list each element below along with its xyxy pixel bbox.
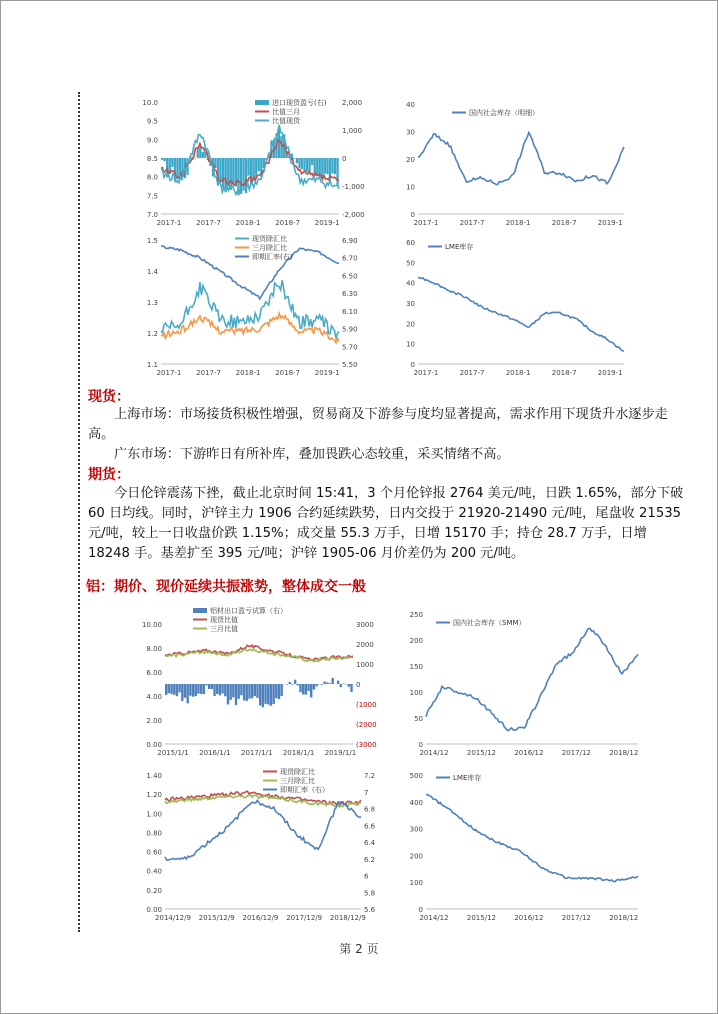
- y-right-tick-label: 1000: [356, 661, 374, 669]
- y-right-tick-label: 1,000: [342, 127, 363, 135]
- bar-mark: [296, 158, 298, 163]
- bar-mark: [321, 684, 323, 685]
- y-tick-label: 400: [409, 798, 423, 807]
- bar-mark: [334, 158, 336, 174]
- y-tick-label: 4.00: [146, 693, 162, 701]
- x-tick-label: 2018/1/1: [282, 749, 315, 757]
- aluminum-export-ratio-chart: [133, 604, 389, 760]
- page-footer: 第 2 页: [339, 942, 379, 956]
- x-tick-label: 2014/12: [419, 914, 449, 922]
- x-tick-label: 2018-7: [551, 369, 577, 377]
- bar-mark: [350, 684, 352, 692]
- x-tick-label: 2018/12: [609, 914, 639, 922]
- y-tick-label: 7.5: [146, 192, 158, 201]
- chart-svg: [135, 234, 375, 380]
- y-tick-label: 500: [409, 772, 423, 780]
- bar-mark: [348, 684, 350, 687]
- y-right-tick-label: -2,000: [342, 211, 365, 219]
- x-tick-label: 2018-1: [505, 369, 531, 377]
- futures-heading: 期货：: [88, 467, 130, 483]
- bar-mark: [197, 684, 199, 694]
- bar-mark: [256, 684, 258, 698]
- y-right-tick-label: 5.6: [364, 906, 376, 914]
- bar-mark: [232, 684, 234, 697]
- bar-mark: [278, 684, 280, 699]
- x-tick-label: 2017-7: [196, 219, 221, 227]
- bar-mark: [297, 684, 299, 685]
- y-tick-label: 60: [406, 239, 415, 247]
- x-tick-label: 2017/12: [561, 914, 591, 922]
- series-line: [165, 800, 361, 860]
- x-tick-label: 2018-7: [275, 219, 301, 227]
- zinc-ratio-chart: [135, 96, 375, 230]
- margin-dotted-line: [78, 92, 80, 932]
- legend-label: 国内社会库存（明细）: [469, 109, 539, 117]
- y-right-tick-label: 6.10: [342, 307, 358, 316]
- bar-mark: [161, 158, 163, 160]
- y-tick-label: 1.20: [146, 791, 162, 800]
- legend-label: 国内社会库存（SMM）: [453, 619, 526, 627]
- y-tick-label: 50: [406, 259, 415, 268]
- y-tick-label: 20: [406, 320, 415, 329]
- bar-mark: [203, 684, 205, 694]
- x-tick-label: 2016/1/1: [199, 749, 231, 757]
- bar-mark: [272, 684, 274, 704]
- x-tick-label: 2018/12: [609, 749, 639, 757]
- aluminum-social-inventory-chart: [400, 604, 646, 760]
- bar-mark: [219, 158, 221, 180]
- x-tick-label: 2017-7: [459, 219, 485, 227]
- bar-mark: [321, 158, 323, 177]
- bar-mark: [224, 684, 226, 696]
- y-tick-label: 9.0: [146, 136, 158, 145]
- y-right-tick-label: 2,000: [342, 99, 363, 107]
- bar-mark: [299, 684, 301, 692]
- bar-mark: [240, 684, 242, 695]
- bar-mark: [170, 684, 172, 694]
- y-tick-label: 300: [409, 825, 423, 834]
- bar-mark: [168, 684, 170, 693]
- series-line: [161, 246, 339, 299]
- y-tick-label: 250: [409, 611, 423, 619]
- series-line: [418, 278, 624, 352]
- bar-mark: [307, 684, 309, 691]
- y-right-tick-label: 5.70: [342, 343, 358, 352]
- bar-mark: [171, 158, 173, 167]
- bar-mark: [248, 684, 250, 699]
- y-tick-label: 0: [410, 211, 415, 219]
- y-right-tick-label: (1000: [356, 701, 377, 709]
- legend-label: 现货除汇比: [280, 768, 315, 776]
- legend-label: 现货除汇比: [252, 235, 287, 243]
- bar-mark: [214, 158, 216, 168]
- y-tick-label: 100: [409, 879, 423, 888]
- bar-mark: [332, 678, 334, 684]
- y-right-tick-label: (2000: [356, 721, 377, 729]
- y-tick-label: 30: [406, 128, 415, 137]
- y-right-tick-label: 5.8: [364, 889, 376, 898]
- legend-label: 三月除汇比: [252, 244, 287, 252]
- bar-mark: [221, 684, 223, 693]
- bar-mark: [213, 684, 215, 696]
- bar-mark: [235, 684, 237, 705]
- y-tick-label: 0.60: [146, 848, 162, 857]
- chart-svg: [133, 765, 389, 925]
- bar-mark: [254, 684, 256, 696]
- y-tick-label: 8.5: [146, 155, 158, 163]
- bar-mark: [316, 158, 318, 175]
- bar-mark: [238, 684, 240, 699]
- bar-mark: [251, 684, 253, 698]
- y-tick-label: 1.3: [146, 299, 158, 307]
- y-tick-label: 0.20: [146, 886, 162, 895]
- bar-mark: [264, 684, 266, 704]
- y-tick-label: 1.5: [146, 237, 158, 245]
- bar-mark: [326, 682, 328, 684]
- bar-mark: [323, 682, 325, 684]
- x-tick-label: 2016/12: [514, 749, 544, 757]
- y-right-tick-label: 6.30: [342, 290, 358, 299]
- bar-mark: [222, 158, 224, 188]
- y-right-tick-label: 6.6: [364, 822, 376, 831]
- y-right-tick-label: 6.2: [364, 855, 376, 864]
- zinc-social-inventory-chart: [392, 96, 632, 230]
- y-right-tick-label: 6.50: [342, 272, 358, 281]
- bar-mark: [181, 684, 183, 701]
- legend-label: 进口现货盈亏(右): [272, 99, 327, 107]
- y-right-tick-label: 0: [342, 155, 347, 163]
- bar-mark: [200, 684, 202, 694]
- bar-mark: [262, 684, 264, 707]
- bar-mark: [305, 684, 307, 695]
- y-tick-label: 0.00: [146, 906, 162, 914]
- x-tick-label: 2017-7: [196, 369, 221, 377]
- bar-mark: [173, 684, 175, 695]
- bar-mark: [258, 158, 260, 171]
- bar-mark: [326, 158, 328, 174]
- y-right-tick-label: 0: [356, 681, 361, 689]
- spot-heading: 现货：: [88, 389, 130, 405]
- bar-mark: [313, 684, 315, 690]
- y-tick-label: 10.00: [141, 621, 162, 629]
- bar-mark: [301, 158, 303, 169]
- legend-label: 现货比值: [210, 616, 238, 624]
- chart-svg: [135, 96, 375, 230]
- chart-svg: [400, 604, 646, 760]
- bar-mark: [208, 684, 210, 689]
- bar-mark: [259, 684, 261, 705]
- y-tick-label: 10: [406, 340, 415, 349]
- y-tick-label: 40: [406, 101, 415, 109]
- x-tick-label: 2015/1/1: [157, 749, 189, 757]
- bar-mark: [336, 158, 338, 186]
- x-tick-label: 2015/12: [466, 914, 496, 922]
- zinc-exchange-ratio-chart: [135, 234, 375, 380]
- bar-mark: [306, 158, 308, 172]
- y-tick-label: 1.00: [146, 810, 162, 819]
- y-tick-label: 200: [409, 637, 423, 645]
- bar-mark: [331, 158, 333, 173]
- x-tick-label: 2014/12: [419, 749, 449, 757]
- x-tick-label: 2018-1: [235, 369, 261, 377]
- futures-paragraph: 今日伦锌震荡下挫，截止北京时间 15:41，3 个月伦锌报 2764 美元/吨，日跌 1.65%，部分下破 60 日均线。同时，沪锌主力 1906 合约延续跌势，日内交投于 21920-21490 元/吨，尾盘收 21535 元/吨，较上一日收盘价跌 1.15%；成交量 55.3 万手，日增 15170 手；持仓 28.7 万手，日增 18248 手。基差扩至 395 元/吨；沪锌 1905-06 月价差仍为 200 元/吨。: [88, 486, 684, 561]
- x-tick-label: 2017-1: [156, 369, 182, 377]
- bar-mark: [270, 684, 272, 706]
- y-tick-label: 200: [409, 852, 423, 861]
- chart-svg: [392, 96, 632, 230]
- legend-swatch: [255, 100, 269, 105]
- y-right-tick-label: 7: [364, 788, 369, 797]
- x-tick-label: 2014/12/9: [155, 914, 191, 922]
- chart-svg: [400, 765, 646, 925]
- y-tick-label: 1.2: [146, 330, 158, 338]
- x-tick-label: 2016/12: [514, 914, 544, 922]
- y-tick-label: 0.40: [146, 867, 162, 876]
- legend-label: 铝材出口盈亏试算（右）: [210, 607, 287, 615]
- legend-label: 三月比值: [210, 625, 238, 633]
- bar-mark: [286, 684, 288, 685]
- bar-mark: [315, 684, 317, 686]
- y-tick-label: 1.40: [146, 772, 162, 780]
- legend-label: LME库存: [445, 243, 474, 251]
- bar-mark: [291, 684, 293, 685]
- y-tick-label: 2.00: [146, 717, 162, 725]
- legend-label: 即期汇率（右）: [280, 786, 329, 794]
- aluminum-heading: 铝：期价、现价延续共振涨势，整体成交一般: [86, 579, 366, 595]
- bar-mark: [240, 158, 242, 194]
- bar-mark: [255, 158, 257, 178]
- x-tick-label: 2017-1: [413, 219, 439, 227]
- bar-mark: [211, 684, 213, 689]
- bar-mark: [280, 684, 282, 696]
- y-right-tick-label: 6.4: [364, 839, 376, 847]
- bar-mark: [219, 684, 221, 695]
- y-tick-label: 8.0: [146, 173, 158, 182]
- y-right-tick-label: 6.90: [342, 237, 358, 245]
- bar-mark: [302, 684, 304, 694]
- y-tick-label: 20: [406, 156, 415, 164]
- bar-mark: [243, 684, 245, 700]
- aluminum-exchange-ratio-chart: [133, 765, 389, 925]
- y-tick-label: 0: [418, 906, 423, 914]
- bar-mark: [186, 684, 188, 703]
- y-right-tick-label: 3000: [356, 621, 374, 629]
- x-tick-label: 2017/12/9: [286, 914, 323, 922]
- x-tick-label: 2018-1: [505, 219, 531, 227]
- bar-mark: [202, 152, 204, 158]
- bar-mark: [337, 681, 339, 684]
- bar-mark: [289, 682, 291, 684]
- series-line: [426, 795, 638, 882]
- bar-mark: [229, 684, 231, 700]
- x-tick-label: 2017-1: [413, 369, 439, 377]
- x-tick-label: 2019-1: [597, 369, 623, 377]
- zinc-lme-inventory-chart: [392, 234, 632, 380]
- y-right-tick-label: 7.2: [364, 772, 376, 780]
- y-tick-label: 10.0: [142, 99, 158, 107]
- y-right-tick-label: -1,000: [342, 183, 365, 191]
- x-tick-label: 2017/12: [561, 749, 591, 757]
- y-tick-label: 50: [414, 715, 423, 723]
- x-tick-label: 2019-1: [314, 369, 340, 377]
- y-right-tick-label: 5.50: [342, 361, 358, 369]
- y-right-tick-label: 5.90: [342, 325, 358, 334]
- bar-mark: [192, 684, 194, 697]
- x-tick-label: 2017/1/1: [240, 749, 273, 757]
- bar-mark: [247, 158, 249, 176]
- y-right-tick-label: (3000: [356, 741, 377, 749]
- x-tick-label: 2018/12/9: [329, 914, 366, 922]
- bar-mark: [310, 684, 312, 698]
- y-tick-label: 9.5: [146, 117, 158, 126]
- chart-svg: [133, 604, 389, 760]
- x-tick-label: 2018-7: [551, 219, 577, 227]
- legend-label: LME库存: [453, 774, 482, 782]
- bar-mark: [216, 684, 218, 694]
- bar-mark: [176, 684, 178, 696]
- spot-shanghai-paragraph: 上海市场：市场接货积极性增强，贸易商及下游参与度均显著提高，需求作用下现货升水逐步走高。: [88, 407, 668, 442]
- bar-mark: [278, 129, 280, 158]
- y-tick-label: 0: [410, 361, 415, 369]
- y-tick-label: 8.00: [146, 645, 162, 653]
- bar-mark: [294, 680, 296, 684]
- y-right-tick-label: 6.70: [342, 254, 358, 263]
- y-tick-label: 1.4: [146, 268, 158, 276]
- legend-swatch: [193, 608, 207, 613]
- bar-mark: [205, 684, 207, 685]
- bar-mark: [267, 684, 269, 704]
- y-tick-label: 0.80: [146, 829, 162, 838]
- y-right-tick-label: 2000: [356, 641, 374, 649]
- x-tick-label: 2018-7: [275, 369, 301, 377]
- bar-mark: [197, 148, 199, 158]
- y-tick-label: 30: [406, 300, 415, 308]
- bar-mark: [227, 684, 229, 704]
- x-tick-label: 2017-1: [156, 219, 182, 227]
- bar-mark: [342, 683, 344, 684]
- bar-mark: [246, 684, 248, 701]
- legend-label: 三月除汇比: [280, 777, 315, 785]
- series-line: [418, 133, 624, 185]
- bar-mark: [184, 684, 186, 698]
- bar-mark: [189, 684, 191, 696]
- y-tick-label: 100: [409, 689, 423, 697]
- bar-mark: [293, 158, 295, 159]
- x-tick-label: 2018-1: [235, 219, 261, 227]
- bar-mark: [303, 158, 305, 171]
- spot-guangdong-paragraph: 广东市场：下游昨日有所补库，叠加畏跌心态较重，采买情绪不高。: [114, 447, 510, 462]
- y-tick-label: 40: [406, 279, 415, 288]
- aluminum-lme-inventory-chart: [400, 765, 646, 925]
- series-line: [426, 628, 638, 730]
- x-tick-label: 2015/12/9: [198, 914, 235, 922]
- y-tick-label: 10: [406, 183, 415, 192]
- y-tick-label: 0: [418, 741, 423, 749]
- bar-mark: [298, 158, 300, 168]
- x-tick-label: 2017-7: [459, 369, 485, 377]
- bar-mark: [232, 158, 234, 184]
- legend-label: 比值三月: [272, 108, 300, 116]
- legend-label: 即期汇率(右): [252, 253, 293, 261]
- y-tick-label: 7.0: [146, 211, 158, 219]
- y-tick-label: 0.00: [146, 741, 162, 749]
- bar-mark: [165, 684, 167, 695]
- y-tick-label: 6.00: [146, 669, 162, 677]
- x-tick-label: 2019-1: [597, 219, 623, 227]
- bar-mark: [195, 684, 197, 696]
- x-tick-label: 2015/12: [466, 749, 496, 757]
- bar-mark: [311, 158, 313, 165]
- legend-label: 比值现货: [272, 117, 300, 125]
- x-tick-label: 2016/12/9: [242, 914, 279, 922]
- bar-mark: [308, 158, 310, 173]
- bar-mark: [275, 684, 277, 698]
- x-tick-label: 2019/1/1: [324, 749, 357, 757]
- bar-mark: [237, 158, 239, 196]
- bar-mark: [340, 684, 342, 687]
- y-right-tick-label: 6: [364, 872, 369, 881]
- y-right-tick-label: 6.8: [364, 805, 376, 814]
- bar-mark: [329, 683, 331, 684]
- bar-mark: [178, 684, 180, 692]
- y-tick-label: 1.1: [146, 361, 158, 369]
- bar-mark: [324, 158, 326, 174]
- x-tick-label: 2019-1: [314, 219, 340, 227]
- chart-svg: [392, 234, 632, 380]
- bar-mark: [164, 158, 166, 161]
- y-tick-label: 150: [409, 663, 423, 671]
